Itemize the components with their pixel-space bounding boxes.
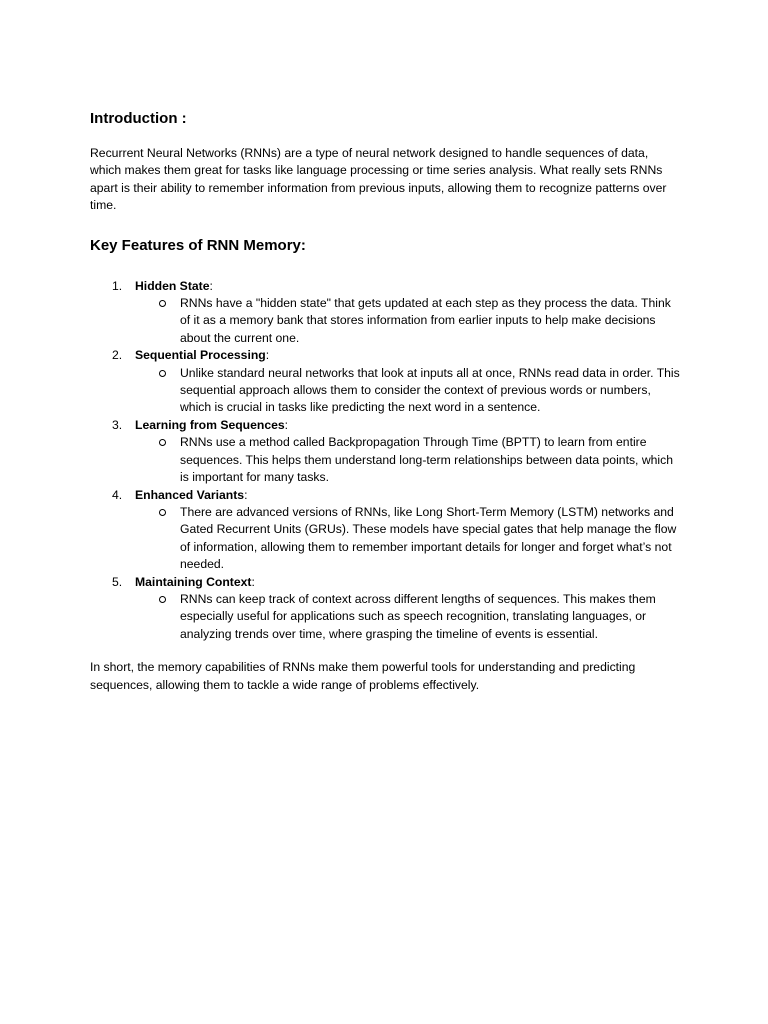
feature-detail bbox=[135, 295, 680, 347]
feature-title: Learning from Sequences bbox=[135, 417, 285, 432]
hollow-bullet-icon bbox=[159, 300, 166, 307]
feature-item bbox=[90, 278, 680, 348]
feature-sublist bbox=[135, 295, 680, 347]
feature-detail-text: RNNs have a "hidden state" that gets updated at each step as they process the data. Think of it as a memory bank that stores information from earlier inputs to help make decisions about the current one. bbox=[180, 296, 671, 345]
hollow-bullet-icon bbox=[159, 596, 166, 603]
hollow-bullet-icon bbox=[159, 509, 166, 516]
feature-title: Hidden State bbox=[135, 278, 210, 293]
feature-item bbox=[90, 487, 680, 574]
intro-paragraph: Recurrent Neural Networks (RNNs) are a type of neural network designed to handle sequences of data, which makes them great for tasks like language processing or time series analysis. What really sets RNNs apart is their ability to remember information from previous inputs, allowing them to recognize patterns over time. bbox=[90, 146, 667, 213]
feature-number: 1. bbox=[112, 278, 123, 293]
features-list bbox=[90, 278, 680, 644]
feature-colon: : bbox=[251, 574, 255, 589]
feature-detail bbox=[135, 434, 680, 486]
feature-title: Enhanced Variants bbox=[135, 487, 245, 502]
feature-detail-text: RNNs use a method called Backpropagation Through Time (BPTT) to learn from entire sequences. This helps them understand long-term relationships between data points, which is important for many tasks. bbox=[180, 435, 673, 485]
feature-detail-text: Unlike standard neural networks that look at inputs all at once, RNNs read data in order. This sequential approach allows them to consider the context of previous words or numbers, which is crucial in tasks like predicting the next word in a sentence. bbox=[180, 365, 680, 415]
feature-item bbox=[90, 574, 680, 644]
feature-number: 5. bbox=[112, 574, 123, 589]
features-heading: Key Features of RNN Memory: bbox=[90, 236, 306, 254]
feature-colon: : bbox=[209, 278, 213, 293]
hollow-bullet-icon bbox=[159, 439, 166, 446]
feature-item bbox=[90, 417, 680, 487]
feature-title: Sequential Processing bbox=[135, 348, 266, 363]
feature-sublist bbox=[135, 591, 680, 643]
feature-colon: : bbox=[265, 348, 270, 363]
feature-title: Maintaining Context bbox=[135, 574, 252, 589]
feature-detail-text: There are advanced versions of RNNs, like Long Short-Term Memory (LSTM) networks and Gated Recurrent Units (GRUs). These models have special gates that help manage the flow of information, allowing them to remember important details for longer and forget what’s not needed. bbox=[180, 504, 677, 572]
conclusion-paragraph: In short, the memory capabilities of RNNs make them powerful tools for understanding and predicting sequences, allowing them to tackle a wide range of problems effectively. bbox=[90, 660, 636, 692]
feature-item bbox=[90, 347, 680, 417]
feature-colon: : bbox=[244, 487, 248, 502]
feature-detail bbox=[135, 365, 680, 417]
feature-detail-text: RNNs can keep track of context across different lengths of sequences. This makes them especially useful for applications such as speech recognition, translating languages, or analyzing trends over time, where grasping the timeline of events is essential. bbox=[180, 591, 656, 641]
feature-detail bbox=[135, 504, 680, 574]
document-body bbox=[90, 108, 680, 714]
feature-number: 3. bbox=[112, 417, 123, 432]
feature-sublist bbox=[135, 365, 680, 417]
intro-heading: Introduction : bbox=[90, 110, 187, 127]
feature-detail bbox=[135, 591, 680, 643]
hollow-bullet-icon bbox=[159, 370, 166, 377]
feature-number: 4. bbox=[112, 487, 123, 502]
feature-colon: : bbox=[284, 417, 289, 432]
feature-sublist bbox=[135, 504, 680, 574]
feature-sublist bbox=[135, 434, 680, 486]
feature-number: 2. bbox=[112, 348, 123, 363]
